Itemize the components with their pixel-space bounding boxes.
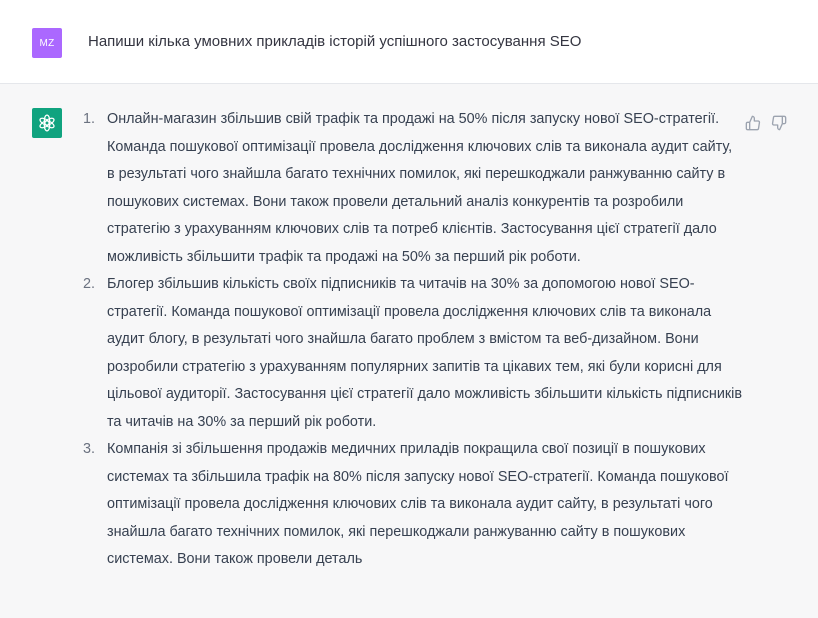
list-item bbox=[83, 106, 743, 271]
list-item-number: 2. bbox=[83, 276, 96, 292]
list-item-number: 3. bbox=[83, 441, 96, 457]
list-item-number: 1. bbox=[83, 111, 96, 127]
assistant-answer-list bbox=[83, 106, 743, 574]
list-item-text: Блогер збільшив кількість своїх підписників та читачів на 30% за допомогою нової SEO-стратегії. Команда пошукової оптимізації провела дослідження ключових слів та виконала аудит блогу, в результаті чого знайшла багато проблем з вмістом та веб-дизайном. Вони розробили стратегію з урахуванням популярних запитів та цікавих тем, які були корисні для цільової аудиторії. Застосування цієї стратегії дало можливість збільшити кількість підписників та читачів на 30% за перший рік роботи. bbox=[107, 276, 743, 430]
thumbs-down-icon[interactable] bbox=[770, 114, 788, 132]
thumbs-up-icon[interactable] bbox=[744, 114, 762, 132]
list-item bbox=[83, 271, 743, 436]
user-avatar bbox=[32, 28, 62, 58]
list-item-text: Компанія зі збільшення продажів медичних приладів покращила свої позиції в пошукових системах та збільшила трафік на 80% після запуску нової SEO-стратегії. Команда пошукової оптимізації провела дослідження ключових слів та виконала аудит сайту, в результаті чого знайшла багато технічних помилок, які перешкоджали ранжуванню сайту в пошукових системах. Вони також провели деталь bbox=[107, 441, 729, 567]
user-message-row bbox=[0, 0, 818, 84]
user-message-text: Напиши кілька умовних прикладів історій успішного застосування SEO bbox=[88, 33, 582, 50]
openai-logo-icon bbox=[32, 108, 62, 138]
user-avatar-initials: MZ bbox=[39, 37, 55, 49]
list-item-text: Онлайн-магазин збільшив свій трафік та продажі на 50% після запуску нової SEO-стратегії. Команда пошукової оптимізації провела дослідження ключових слів та виконала аудит сайту, в результаті чого знайшла багато технічних помилок, які перешкоджали ранжуванню сайту в пошукових системах. Вони також провели детальний аналіз конкурентів та розробили стратегію з урахуванням ключових слів та потреб клієнтів. Застосування цієї стратегії дало можливість збільшити трафік та продажі на 50% за перший рік роботи. bbox=[107, 111, 733, 265]
assistant-message-row bbox=[0, 84, 818, 618]
list-item bbox=[83, 436, 743, 574]
